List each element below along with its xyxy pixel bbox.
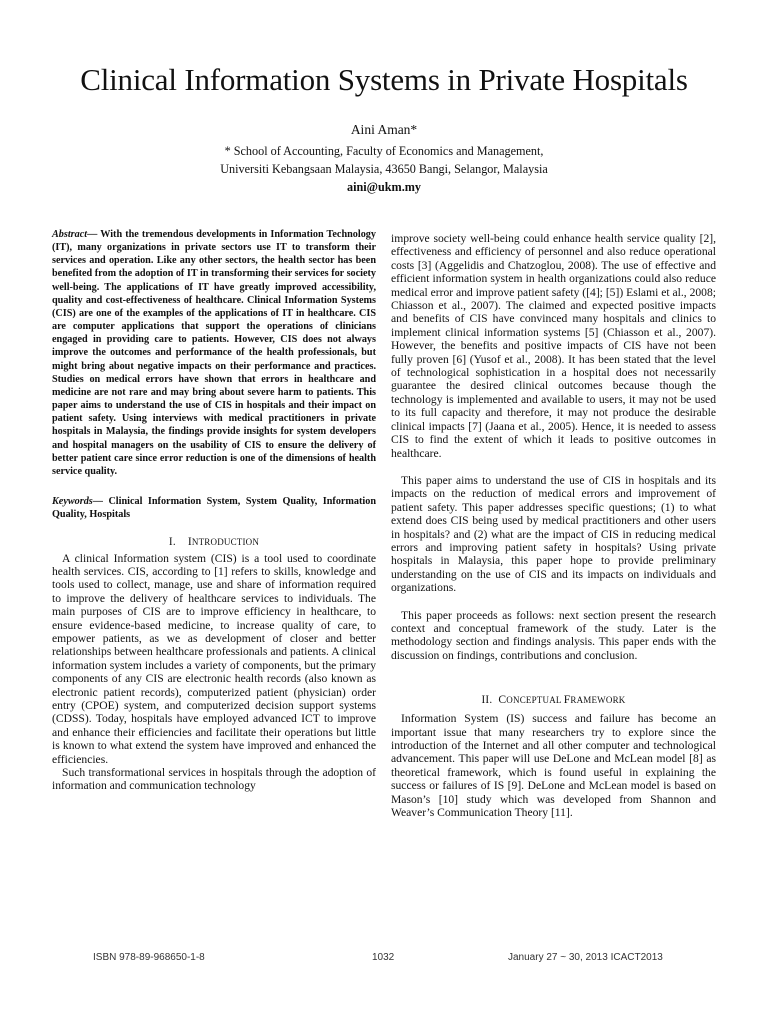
heading-initial: I xyxy=(187,534,192,548)
affiliation-line-1: * School of Accounting, Faculty of Economics and Management, xyxy=(224,144,544,158)
keywords xyxy=(52,495,376,522)
heading-rest-2: RAMEWORK xyxy=(570,695,626,706)
keywords-label: Keywords xyxy=(52,495,93,507)
section-heading-introduction xyxy=(52,535,376,548)
abstract-label: Abstract xyxy=(52,229,88,240)
left-column xyxy=(52,228,376,793)
footer-conference: January 27 ~ 30, 2013 ICACT2013 xyxy=(508,952,663,963)
abstract xyxy=(52,228,376,478)
heading-initial: C xyxy=(498,693,507,707)
intro-paragraph-1: A clinical Information system (CIS) is a tool used to coordinate health services. CIS, according to [1] refers to skills, knowledge and tools used to collect, manage, use and share of information required to improve the delivery of healthcare services to individuals. The main purposes of CIS are to improve efficiency in healthcare, to ensure evidence-based medicine, to increase quality of care, to empower patients, as we as development of closer and better relationships between healthcare professionals and patients. A clinical information system includes a variety of components, but the primary components of any CIS are electronic health records (also known as electronic patient records), computerized patient (physician) order entry (CPOE) system, and computerized decision support systems (CDSS). Today, hospitals have employed advanced ICT to improve and enhance their efficiencies and facilitate their operations but little is known to what extend the system have improved and enhanced the efficiencies. xyxy=(52,551,376,766)
body-paragraph-aims: This paper aims to understand the use of CIS in hospitals and its impacts on the reduction of medical errors and improvement of patient safety. This paper addresses specific questions; (1) to what extend does CIS being used by medical practitioners and other users in hospitals? and (2) what are the impact of CIS in reducing medical errors and improving patient safety in hospitals? Using private hospitals in Malaysia, this paper hope to provide preliminary understanding on the use of CIS and its impacts on individuals and organizations. xyxy=(391,473,716,595)
author-email: aini@ukm.my xyxy=(347,180,421,194)
right-column xyxy=(391,232,716,819)
body-paragraph-structure: This paper proceeds as follows: next section present the research context and conceptual framework of the study. Later is the methodology section and findings analysis. This paper ends with the discussion on findings, contributions and conclusion. xyxy=(391,608,716,662)
author-name: Aini Aman* xyxy=(350,122,418,137)
section-number: I. xyxy=(168,535,176,548)
body-paragraph-continued: improve society well-being could enhance health service quality [2], effectiveness and efficiency of personnel and also reduce operational costs [3] (Aggelidis and Chatzoglou, 2008). The use of effective and efficient information system in health organizations could also reduce medical error and improve patient safety ([4]; [5]) Eslami et al., 2008; Chiasson et al., 2007). The claimed and expected positive impacts and benefits of CIS have convinced many hospitals and clinics to implement clinical information systems [5] (Chiasson et al., 2007). However, the benefits and positive impacts of CIS have not been fully proven [6] (Yusof et al., 2008). It has been stated that the level of technological sophistication in a hospital does not necessarily guarantee the desired clinical outcomes because though the technology is implemented and available to users, it may not be used to its full capacity and therefore, it may not produce the desirable clinical impacts [7] (Jaana et al., 2005). Hence, it is needed to assess CIS to find the extent of which it leads to positive outcomes in healthcare. xyxy=(391,232,716,460)
footer-isbn: ISBN 978-89-968650-1-8 xyxy=(93,952,205,963)
framework-paragraph: Information System (IS) success and failure has become an important issue that many researchers try to explore since the introduction of the Internet and all other computer and technological advancement. This paper will use DeLone and McLean model [8] as theoretical framework, which is found useful in explaining the success or failures of IS [9]. DeLone and McLean model is based on Mason’s [10] study which was developed from Shannon and Weaver’s Communication Theory [11]. xyxy=(391,712,716,820)
section-number: II. xyxy=(481,694,493,707)
affiliation-line-2: Universiti Kebangsaan Malaysia, 43650 Bangi, Selangor, Malaysia xyxy=(220,162,548,176)
paper-title: Clinical Information Systems in Private Hospitals xyxy=(80,62,688,97)
section-heading-framework xyxy=(391,693,716,706)
heading-initial-2: F xyxy=(563,693,571,707)
abstract-text: With the tremendous developments in Information Technology (IT), many organizations in private sectors use IT to transform their services and operation. Like any other sectors, the health sector has been benefited from the adoption of IT in transforming their services for society well-being. The applications of IT have greatly improved accessibility, quality and cost-effectiveness of healthcare. Clinical Information Systems (CIS) are one of the examples of the applications of IT in healthcare. CIS are computer applications that support the operations of clinicians engaged in providing care to patients. However, CIS does not always improve the outcomes and performance of the health professionals, but might bring about negative impacts on their performance and practices. Studies on medical errors have shown that errors in healthcare and medicine are not rare and may bring about severe harm to patients. This paper aims to understand the use of CIS in hospitals and their impact on patient safety. Using interviews with medical practitioners in private hospitals in Malaysia, the findings provide insights for system developers and hospital managers on the usability of CIS to ensure the delivery of better patient care since error reduction is one of the dimensions of health service quality. xyxy=(52,229,376,477)
heading-rest: NTRODUCTION xyxy=(191,536,260,547)
keywords-text: Clinical Information System, System Quality, Information Quality, Hospitals xyxy=(52,495,376,521)
footer-page-number: 1032 xyxy=(372,952,395,963)
abstract-dash: — xyxy=(87,229,101,240)
heading-rest: ONCEPTUAL xyxy=(506,695,564,706)
keywords-dash: — xyxy=(92,495,109,507)
intro-paragraph-2: Such transformational services in hospitals through the adoption of information and communication technology xyxy=(52,766,376,793)
